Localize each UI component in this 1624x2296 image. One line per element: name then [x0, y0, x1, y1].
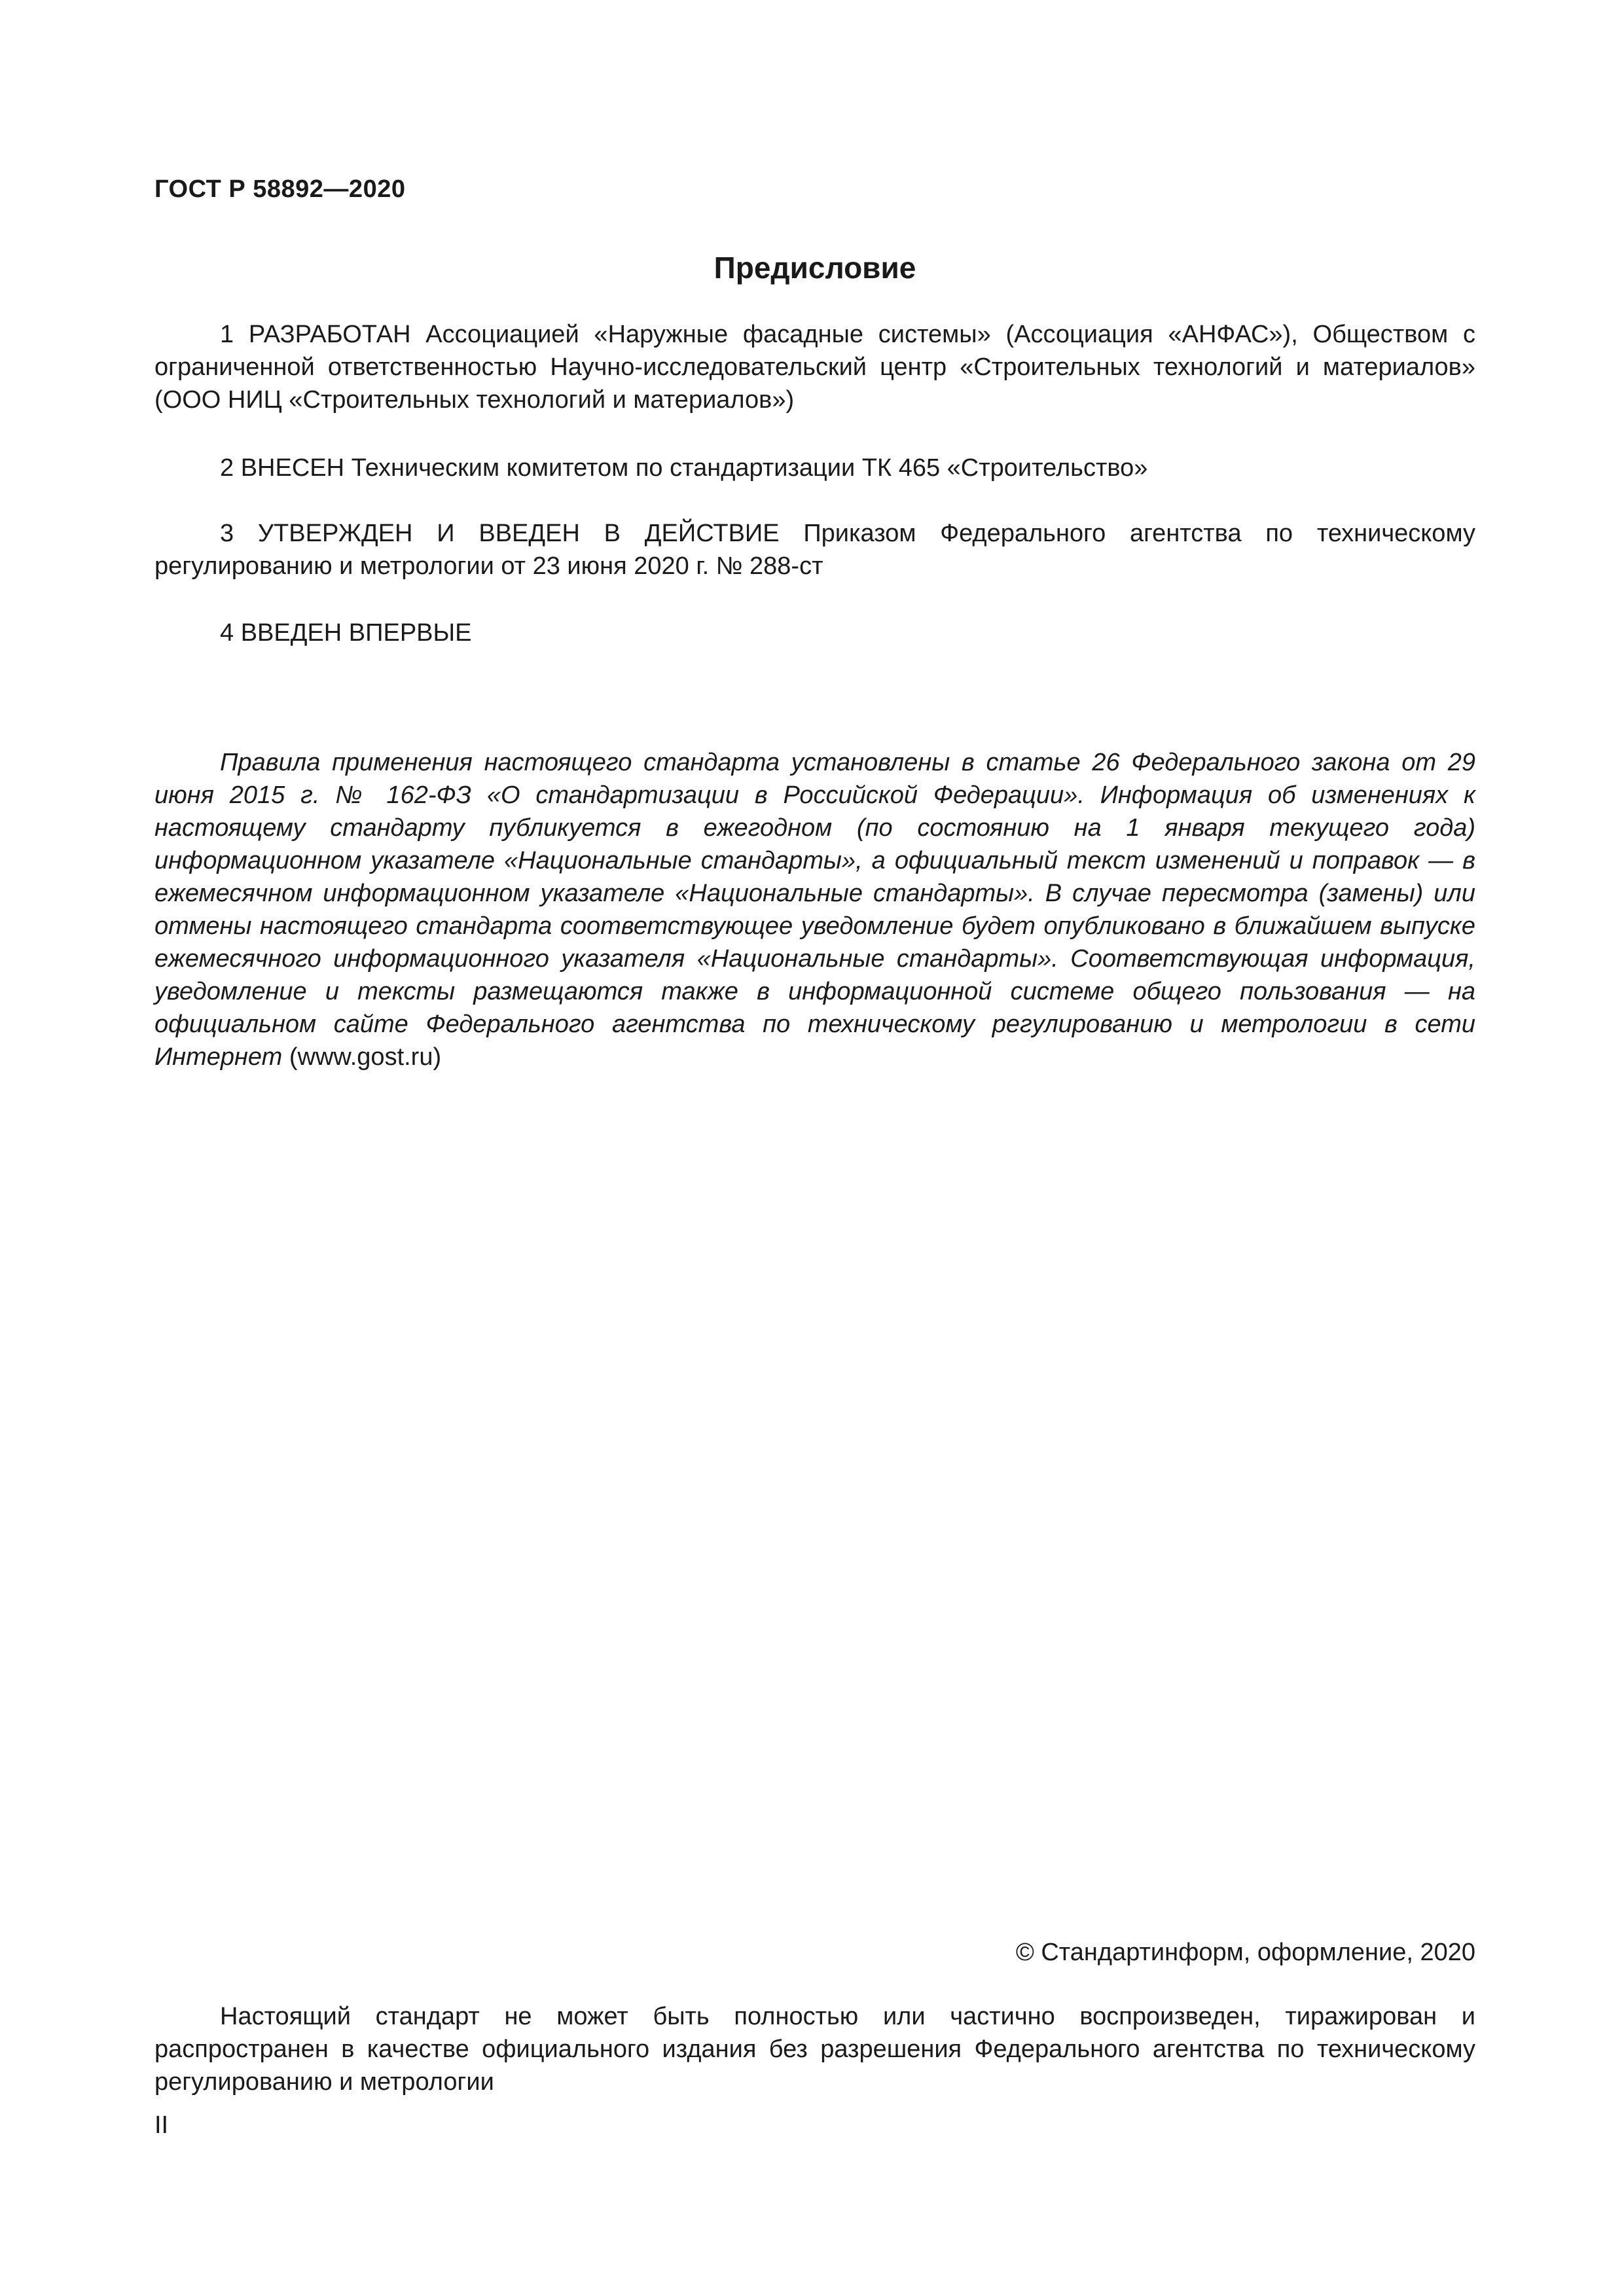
reproduction-notice: Настоящий стандарт не может быть полностью или частично воспроизведен, тиражирован и распространен в качестве официального издания без разрешения Федерального агентства по техническому регулированию и метрологии: [154, 2003, 1475, 2096]
page-number: II: [154, 2111, 169, 2139]
paragraph-developed-by: 1 РАЗРАБОТАН Ассоциацией «Наружные фасадные системы» (Ассоциация «АНФАС»), Обществом с ограниченной ответственностью Научно-исследовательский центр «Строительных технологий и материалов» (ООО НИЦ «Строительных технологий и материалов»): [154, 321, 1475, 414]
standard-code: ГОСТ Р 58892—2020: [154, 175, 406, 203]
rules-body: Правила применения настоящего стандарта установлены в статье 26 Федерального закона от 29 июня 2015 г. № 162-ФЗ «О стандартизации в Российской Федерации». Информация об изменениях к настоящему стандарту публикуется в ежегодном (по состоянию на 1 января текущего года) информационном указателе «Национальные стандарты», а официальный текст изменений и поправок — в ежемесячном информационном указателе «Национальные стандарты». В случае пересмотра (замены) или отмены настоящего стандарта соответствующее уведомление будет опубликовано в ближайшем выпуске ежемесячного информационного указателя «Национальные стандарты». Соответствующая информация, уведомление и тексты размещаются также в информационной системе общего пользования — на официальном сайте Федерального агентства по техническому регулированию и метрологии в сети Интернет: [154, 749, 1475, 1071]
page-title: Предисловие: [713, 251, 916, 285]
gost-website-link: (www.gost.ru): [289, 1043, 442, 1071]
paragraph-approved: 3 УТВЕРЖДЕН И ВВЕДЕН В ДЕЙСТВИЕ Приказом Федерального агентства по техническому регулированию и метрологии от 23 июня 2020 г. № 288-ст: [154, 520, 1475, 580]
paragraph-first-introduced: 4 ВВЕДЕН ВПЕРВЫЕ: [220, 619, 472, 647]
application-rules-text: [154, 746, 1475, 1073]
copyright-notice: © Стандартинформ, оформление, 2020: [1015, 1939, 1475, 1966]
paragraph-introduced-by: 2 ВНЕСЕН Техническим комитетом по стандартизации ТК 465 «Строительство»: [220, 454, 1148, 482]
